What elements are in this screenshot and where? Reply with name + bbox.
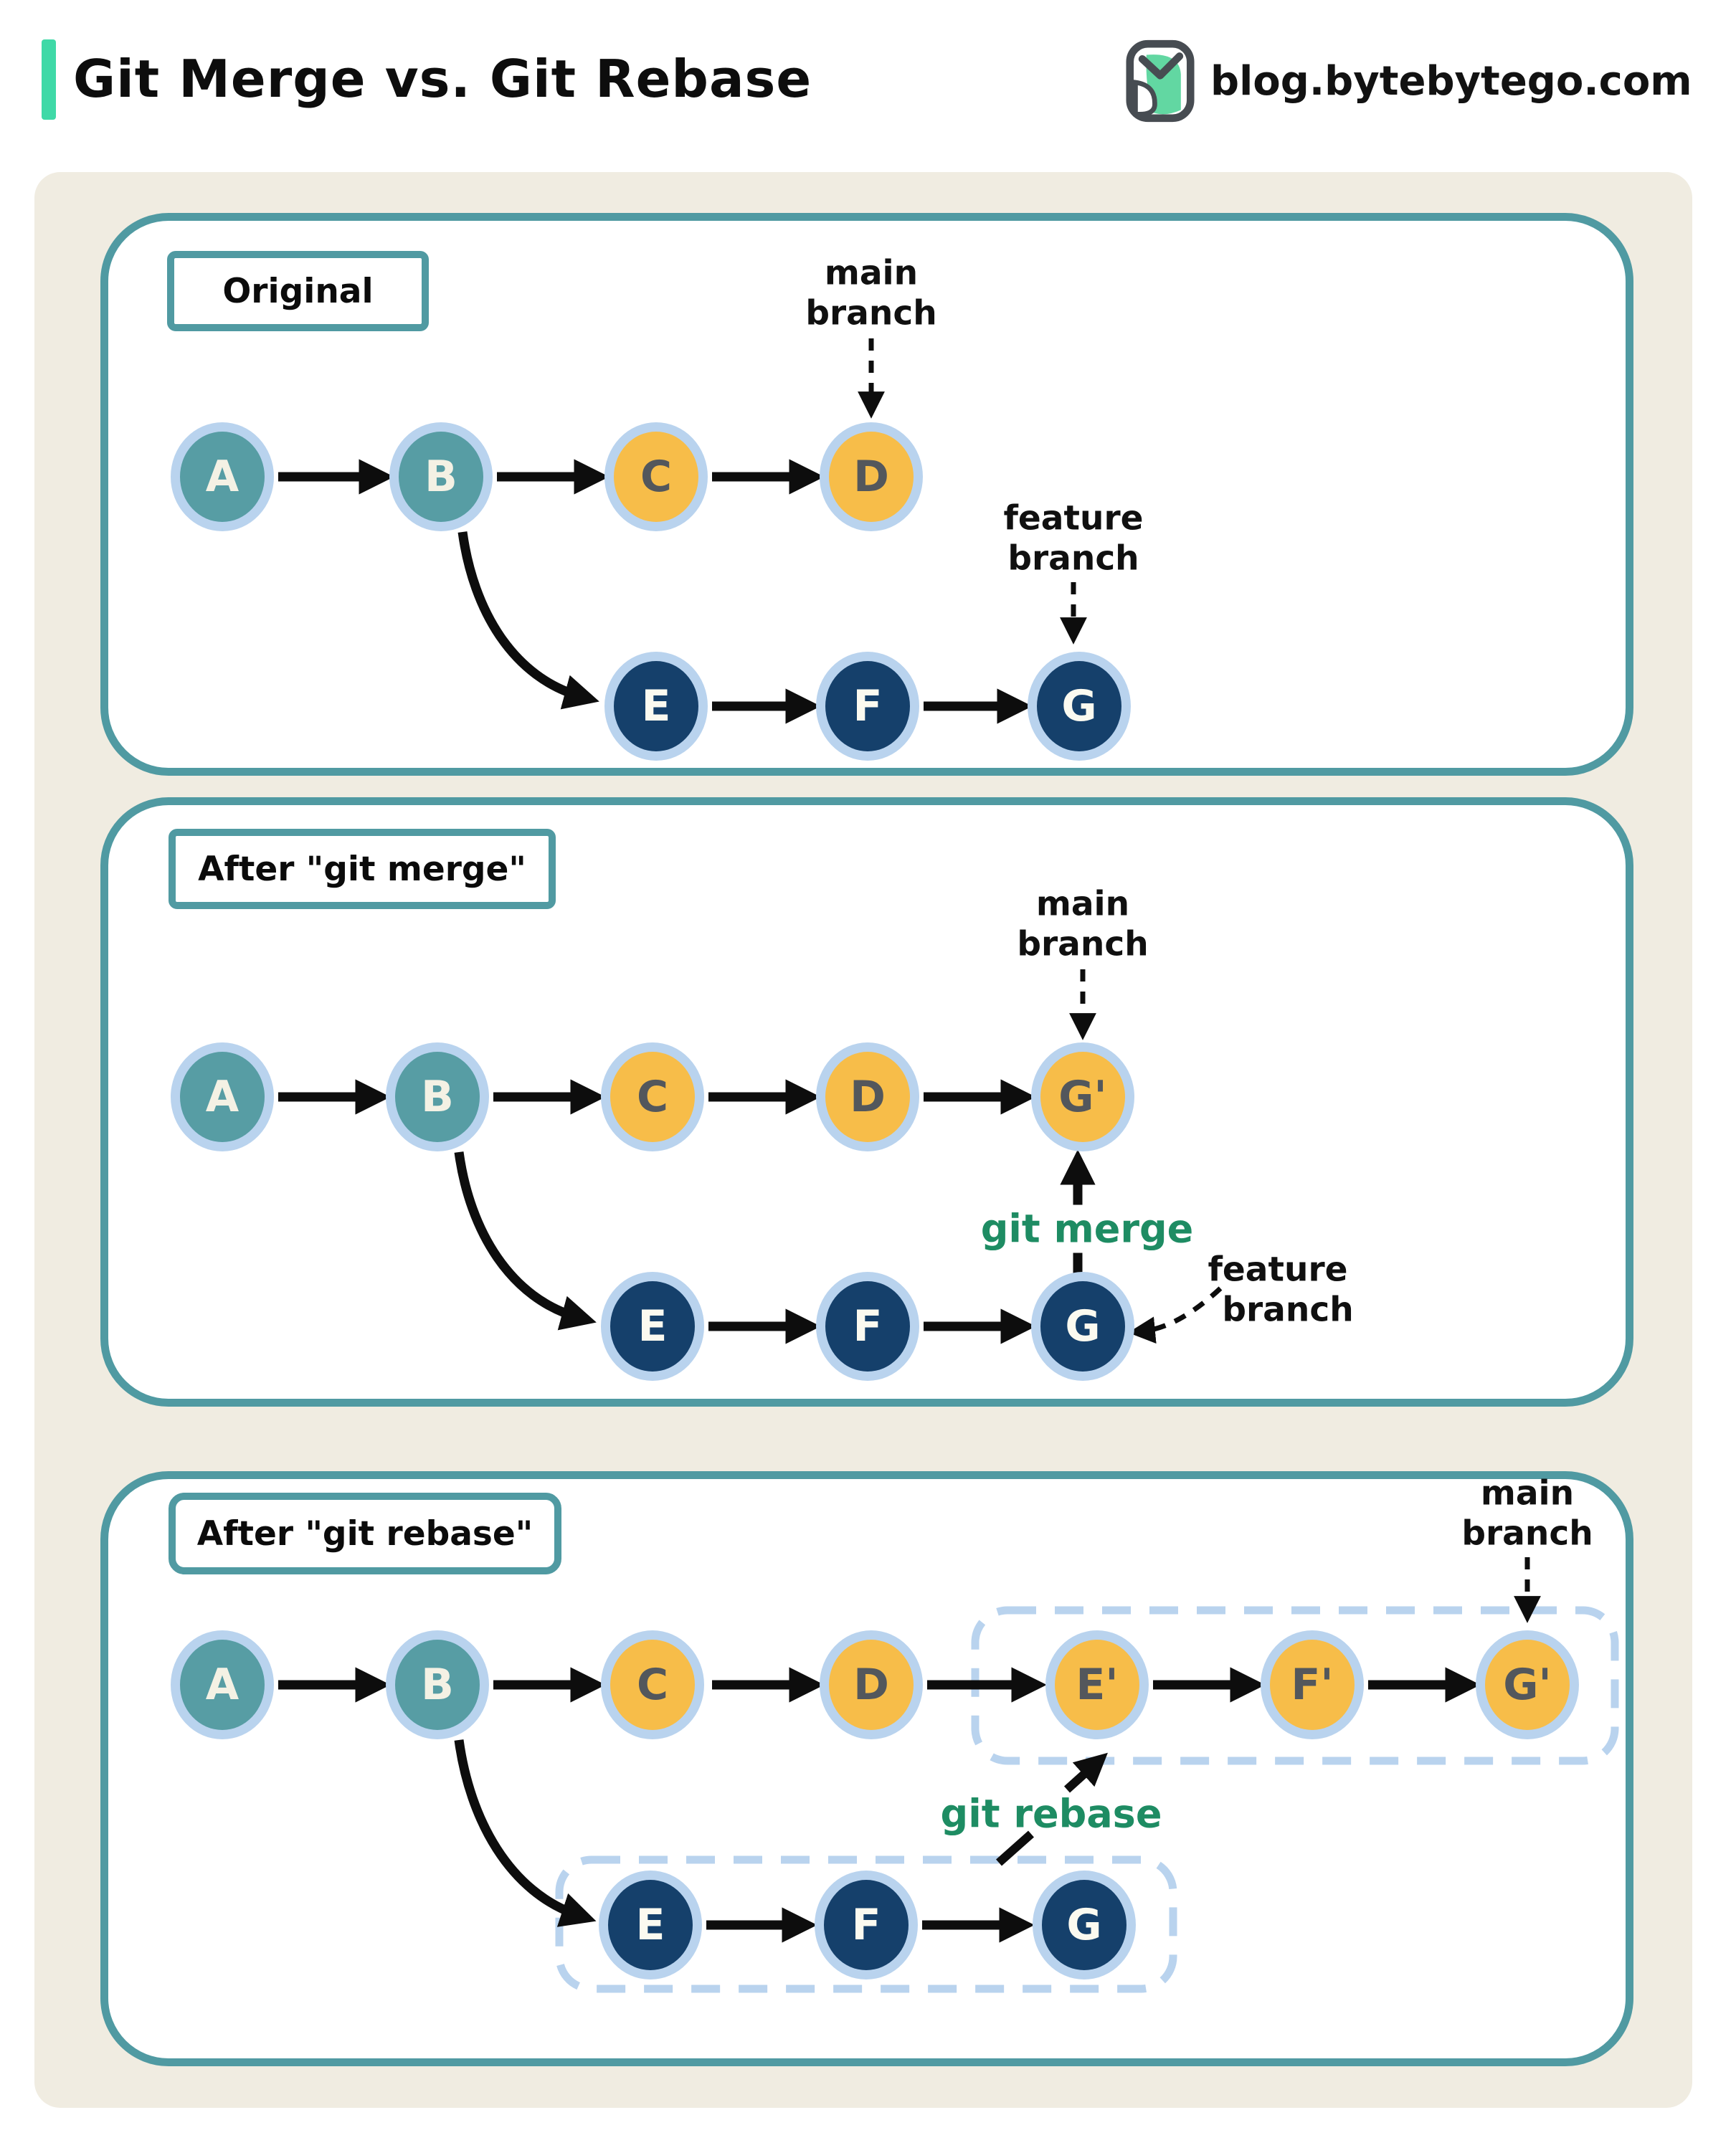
commit-node-f — [815, 1871, 918, 1979]
commit-node-g — [1033, 1871, 1136, 1979]
commit-node-a — [171, 1042, 274, 1151]
commit-letter: B — [421, 1072, 454, 1122]
label-line: main — [1035, 884, 1130, 924]
commit-letter: G — [1066, 1900, 1102, 1950]
commit-node-b — [386, 1042, 489, 1151]
commit-letter: B — [421, 1660, 454, 1710]
label-line: feature — [1208, 1250, 1348, 1290]
commit-letter: D — [850, 1072, 886, 1122]
commit-node-g-prime — [1476, 1630, 1579, 1739]
label-line: main — [1480, 1473, 1575, 1513]
commit-node-f-prime — [1261, 1630, 1364, 1739]
commit-node-g-prime — [1031, 1042, 1134, 1151]
commit-letter: F — [853, 1301, 883, 1351]
commit-node-a — [171, 1630, 274, 1739]
commit-letter: G' — [1503, 1660, 1552, 1710]
panel-title-after-git-rebase — [169, 1493, 561, 1574]
commit-node-c — [601, 1630, 704, 1739]
commit-letter: E — [637, 1301, 668, 1351]
main-branch-label — [1461, 1474, 1593, 1555]
commit-node-f — [816, 1272, 919, 1381]
commit-node-b — [386, 1630, 489, 1739]
label-line: branch — [1017, 925, 1149, 964]
panel-title-text: Original — [222, 271, 374, 311]
label-line: branch — [805, 294, 937, 333]
commit-letter: D — [853, 452, 889, 502]
commit-node-d — [816, 1042, 919, 1151]
brand — [1126, 39, 1692, 123]
main-branch-label — [1017, 885, 1148, 966]
commit-letter: D — [853, 1660, 889, 1710]
commit-node-b — [389, 422, 493, 531]
commit-letter: F — [851, 1900, 881, 1950]
commit-letter: A — [205, 452, 239, 502]
git-rebase-command-label: git rebase — [940, 1791, 1162, 1837]
panel-title-text: After "git merge" — [198, 849, 526, 889]
commit-letter: F' — [1291, 1660, 1334, 1710]
commit-letter: F — [853, 681, 883, 731]
commit-node-d — [820, 422, 923, 531]
bytebytego-owl-icon — [1126, 39, 1195, 123]
feature-branch-label — [1202, 1250, 1353, 1331]
label-line: main — [824, 253, 919, 293]
commit-letter: E' — [1076, 1660, 1119, 1710]
panel-title-original — [167, 251, 429, 331]
panel-title-text: After "git rebase" — [196, 1513, 533, 1554]
git-merge-command-label: git merge — [972, 1205, 1203, 1253]
label-line: branch — [1222, 1291, 1354, 1330]
commit-node-e — [601, 1272, 704, 1381]
label-line: feature — [1003, 498, 1144, 538]
commit-letter: E — [635, 1900, 665, 1950]
commit-letter: C — [640, 452, 673, 502]
feature-branch-label — [1003, 499, 1143, 580]
commit-node-e-prime — [1045, 1630, 1149, 1739]
commit-node-c — [604, 422, 708, 531]
commit-letter: A — [205, 1072, 239, 1122]
commit-node-g — [1031, 1272, 1134, 1381]
commit-node-a — [171, 422, 274, 531]
commit-letter: C — [636, 1072, 669, 1122]
commit-node-d — [820, 1630, 923, 1739]
commit-node-f — [816, 652, 919, 761]
commit-letter: A — [205, 1660, 239, 1710]
page-title: Git Merge vs. Git Rebase — [73, 49, 812, 109]
commit-letter: G — [1061, 681, 1097, 731]
commit-node-c — [601, 1042, 704, 1151]
commit-letter: B — [424, 452, 457, 502]
commit-node-e — [604, 652, 708, 761]
commit-letter: C — [636, 1660, 669, 1710]
label-line: branch — [1007, 539, 1139, 579]
label-line: branch — [1461, 1514, 1593, 1554]
commit-letter: G' — [1058, 1072, 1107, 1122]
commit-node-e — [599, 1871, 702, 1979]
panel-title-after-git-merge — [169, 829, 556, 909]
commit-letter: G — [1065, 1301, 1101, 1351]
main-branch-label — [805, 254, 936, 335]
commit-node-g — [1028, 652, 1131, 761]
title-accent-bar — [42, 39, 56, 120]
commit-letter: E — [641, 681, 671, 731]
brand-url: blog.bytebytego.com — [1210, 57, 1692, 105]
